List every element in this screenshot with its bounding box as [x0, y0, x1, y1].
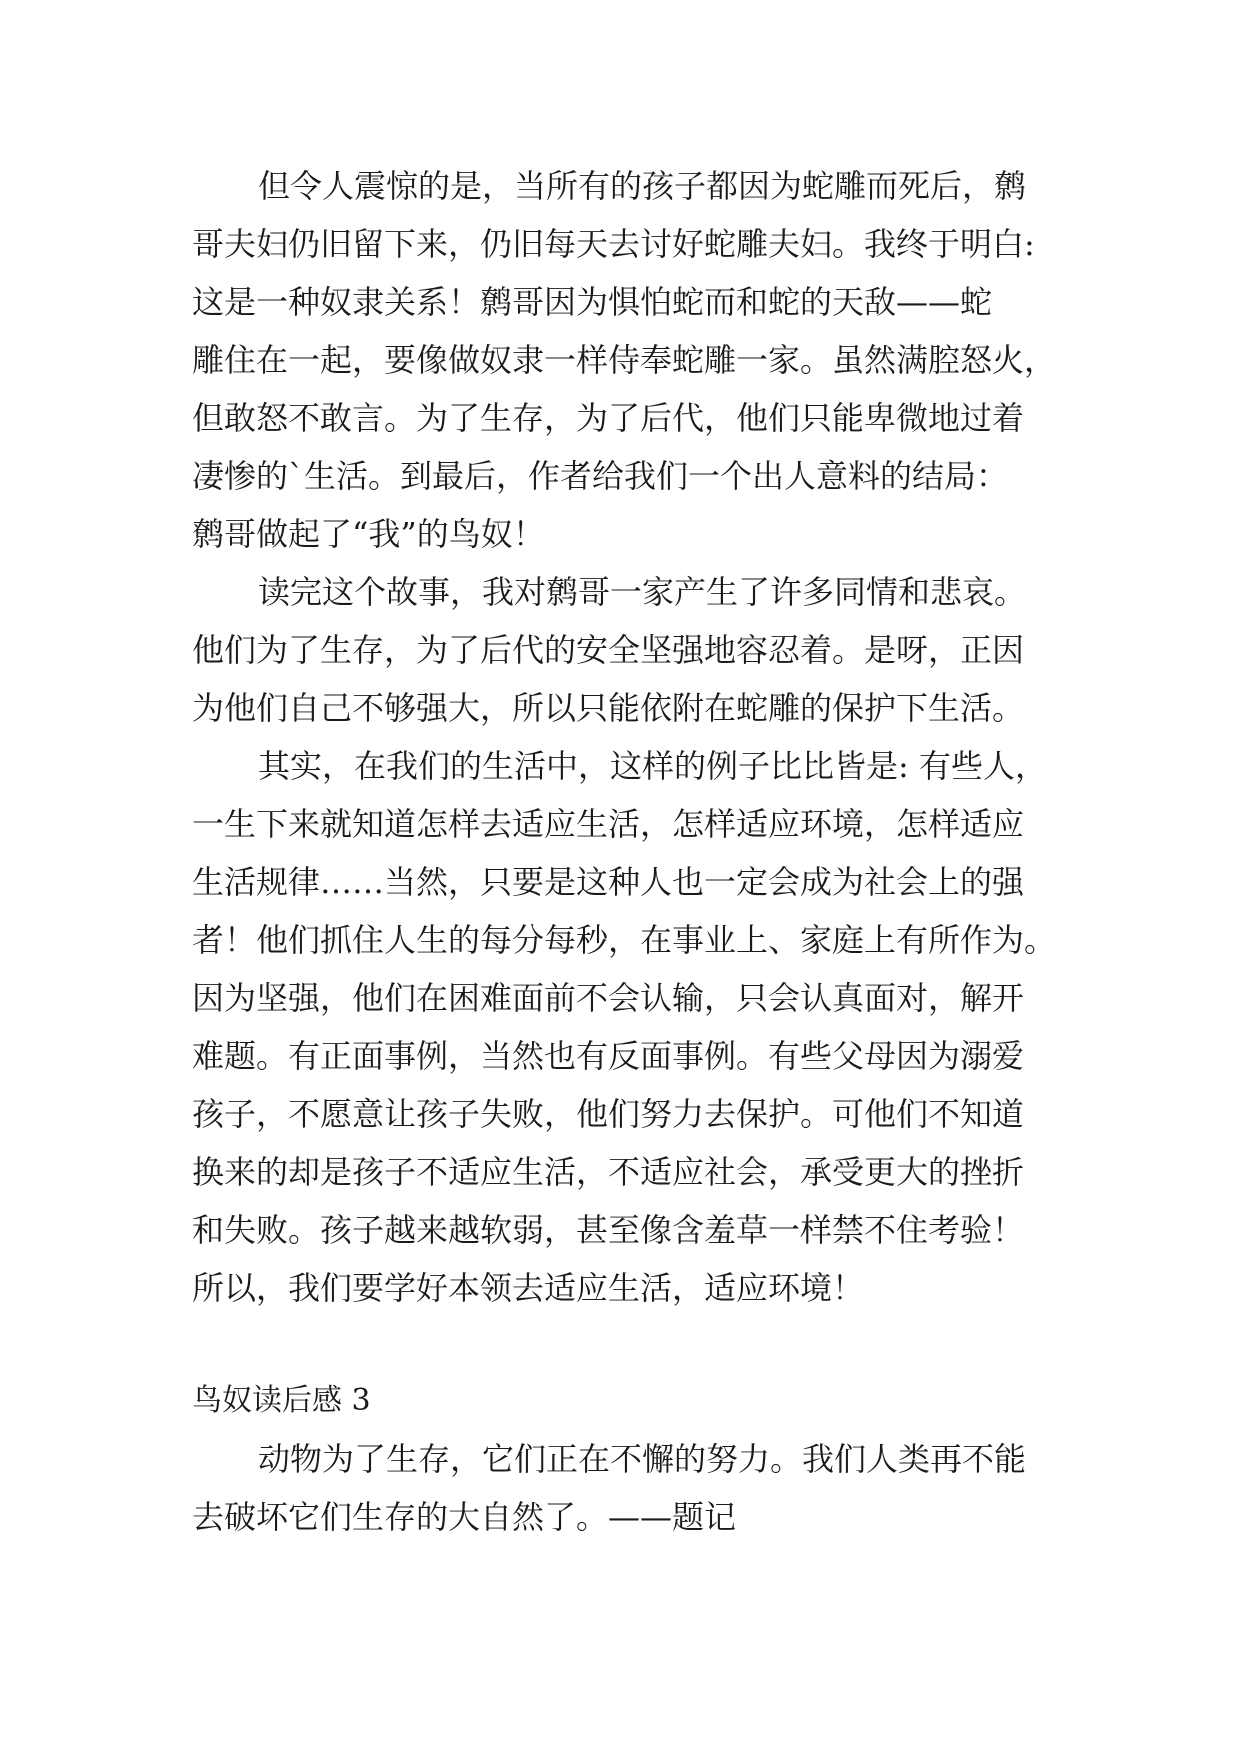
- text-line: 其实，在我们的生活中，这样的例子比比皆是: 有些人，: [258, 747, 1047, 785]
- text-line: 换来的却是孩子不适应生活，不适应社会，承受更大的挫折: [192, 1153, 1025, 1191]
- text-line: 孩子，不愿意让孩子失败，他们努力去保护。可他们不知道: [192, 1095, 1025, 1133]
- text-line: 鹩哥做起了“我”的鸟奴！: [192, 515, 545, 553]
- section-paragraph: [192, 1430, 1072, 1546]
- text-line: 为他们自己不够强大，所以只能依附在蛇雕的保护下生活。: [192, 689, 1025, 727]
- text-line: 难题。有正面事例，当然也有反面事例。有些父母因为溺爱: [192, 1037, 1025, 1075]
- text-line: 凄惨的`生活。到最后，作者给我们一个出人意料的结局：: [192, 457, 1009, 495]
- text-line: 但敢怒不敢言。为了生存，为了后代，他们只能卑微地过着: [192, 399, 1025, 437]
- text-line: 生活规律……当然，只要是这种人也一定会成为社会上的强: [192, 863, 1025, 901]
- text-line: 这是一种奴隶关系！鹩哥因为惧怕蛇而和蛇的天敌——蛇: [192, 283, 993, 321]
- text-line: 哥夫妇仍旧留下来，仍旧每天去讨好蛇雕夫妇。我终于明白:: [192, 225, 1035, 263]
- text-line: 和失败。孩子越来越软弱，甚至像含羞草一样禁不住考验！: [192, 1211, 1025, 1249]
- paragraph-2: [192, 563, 1072, 737]
- text-line: 他们为了生存，为了后代的安全坚强地容忍着。是呀，正因: [192, 631, 1025, 669]
- text-line: 读完这个故事，我对鹩哥一家产生了许多同情和悲哀。: [258, 573, 1027, 611]
- text-line: 因为坚强，他们在困难面前不会认输，只会认真面对，解开: [192, 979, 1025, 1017]
- text-line: 所以，我们要学好本领去适应生活，适应环境！: [192, 1269, 865, 1307]
- section-heading: 鸟奴读后感 3: [192, 1383, 371, 1418]
- document-body: [192, 157, 1072, 1546]
- paragraph-1: [192, 157, 1072, 563]
- text-line: 动物为了生存，它们正在不懈的努力。我们人类再不能: [258, 1440, 1027, 1478]
- text-line: 但令人震惊的是，当所有的孩子都因为蛇雕而死后，鹩: [258, 167, 1027, 205]
- paragraph-3: [192, 737, 1072, 1317]
- text-line: 一生下来就知道怎样去适应生活，怎样适应环境，怎样适应: [192, 805, 1025, 843]
- text-line: 雕住在一起，要像做奴隶一样侍奉蛇雕一家。虽然满腔怒火，: [192, 341, 1057, 379]
- text-line: 去破坏它们生存的大自然了。——题记: [192, 1498, 737, 1536]
- text-line: 者！他们抓住人生的每分每秒，在事业上、家庭上有所作为。: [192, 921, 1057, 959]
- section-spacer: [192, 1317, 1072, 1372]
